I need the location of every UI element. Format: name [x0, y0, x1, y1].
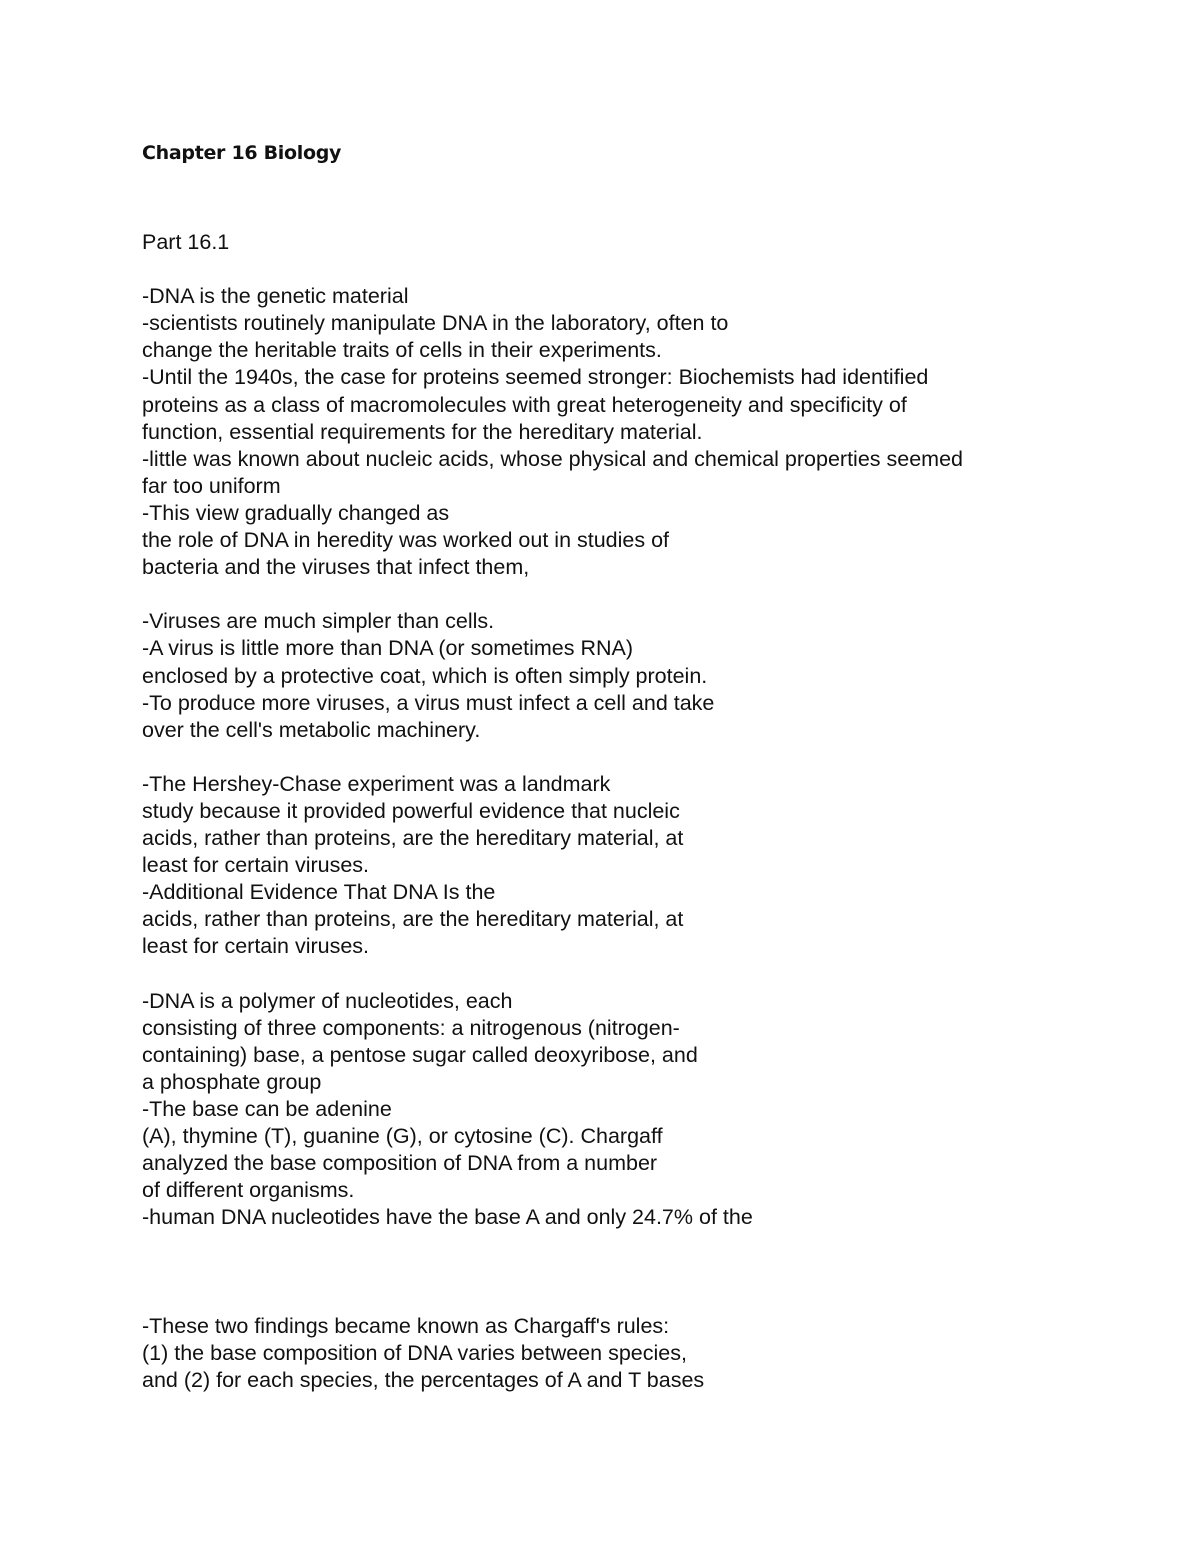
blank-line [142, 256, 1142, 283]
text-line: the role of DNA in heredity was worked out in studies of [142, 528, 670, 553]
text-line: -human DNA nucleotides have the base A and only 24.7% of the [142, 1205, 753, 1230]
blank-line [142, 1231, 1142, 1258]
text-line: -Additional Evidence That DNA Is the [142, 880, 496, 905]
text-line: -DNA is the genetic material [142, 284, 409, 309]
text-line: -To produce more viruses, a virus must infect a cell and take [142, 690, 715, 715]
document-body [142, 229, 1142, 1394]
text-line: consisting of three components: a nitrogenous (nitrogen- [142, 1015, 680, 1040]
text-line: -Until the 1940s, the case for proteins seemed stronger: Biochemists had identified [142, 365, 929, 390]
text-line: -little was known about nucleic acids, whose physical and chemical properties seemed [142, 446, 963, 471]
text-line: -scientists routinely manipulate DNA in the laboratory, often to [142, 311, 729, 336]
blank-line [142, 1259, 1142, 1286]
text-line: a phosphate group [142, 1069, 322, 1094]
text-line: (A), thymine (T), guanine (G), or cytosine (C). Chargaff [142, 1124, 663, 1149]
text-line: bacteria and the viruses that infect them, [142, 555, 530, 580]
blank-line [142, 581, 1142, 608]
blank-line [142, 961, 1142, 988]
text-line: of different organisms. [142, 1178, 355, 1203]
text-line: least for certain viruses. [142, 934, 370, 959]
blank-line [142, 1286, 1142, 1313]
blank-line [142, 744, 1142, 771]
text-line: -These two findings became known as Chargaff's rules: [142, 1313, 670, 1338]
text-line: (1) the base composition of DNA varies between species, [142, 1340, 687, 1365]
text-line: far too uniform [142, 473, 281, 498]
document-title: Chapter 16 Biology [142, 142, 342, 164]
text-line: and (2) for each species, the percentages of A and T bases [142, 1367, 705, 1392]
text-line: acids, rather than proteins, are the hereditary material, at [142, 907, 684, 932]
text-line: least for certain viruses. [142, 853, 370, 878]
text-line: change the heritable traits of cells in their experiments. [142, 338, 662, 363]
text-line: Part 16.1 [142, 230, 230, 254]
text-line: -The base can be adenine [142, 1097, 392, 1121]
text-line: over the cell's metabolic machinery. [142, 717, 481, 742]
text-line: -The Hershey-Chase experiment was a landmark [142, 771, 611, 796]
text-line: -A virus is little more than DNA (or sometimes RNA) [142, 636, 634, 661]
text-line: function, essential requirements for the hereditary material. [142, 419, 703, 444]
text-line: study because it provided powerful evidence that nucleic [142, 798, 680, 823]
text-line: proteins as a class of macromolecules with great heterogeneity and specificity of [142, 392, 907, 417]
text-line: analyzed the base composition of DNA from a number [142, 1151, 658, 1176]
text-line: -This view gradually changed as [142, 500, 450, 525]
text-line: -Viruses are much simpler than cells. [142, 609, 495, 634]
text-line: enclosed by a protective coat, which is often simply protein. [142, 663, 708, 688]
text-line: -DNA is a polymer of nucleotides, each [142, 988, 513, 1013]
text-line: acids, rather than proteins, are the hereditary material, at [142, 826, 684, 851]
text-line: containing) base, a pentose sugar called deoxyribose, and [142, 1042, 698, 1067]
